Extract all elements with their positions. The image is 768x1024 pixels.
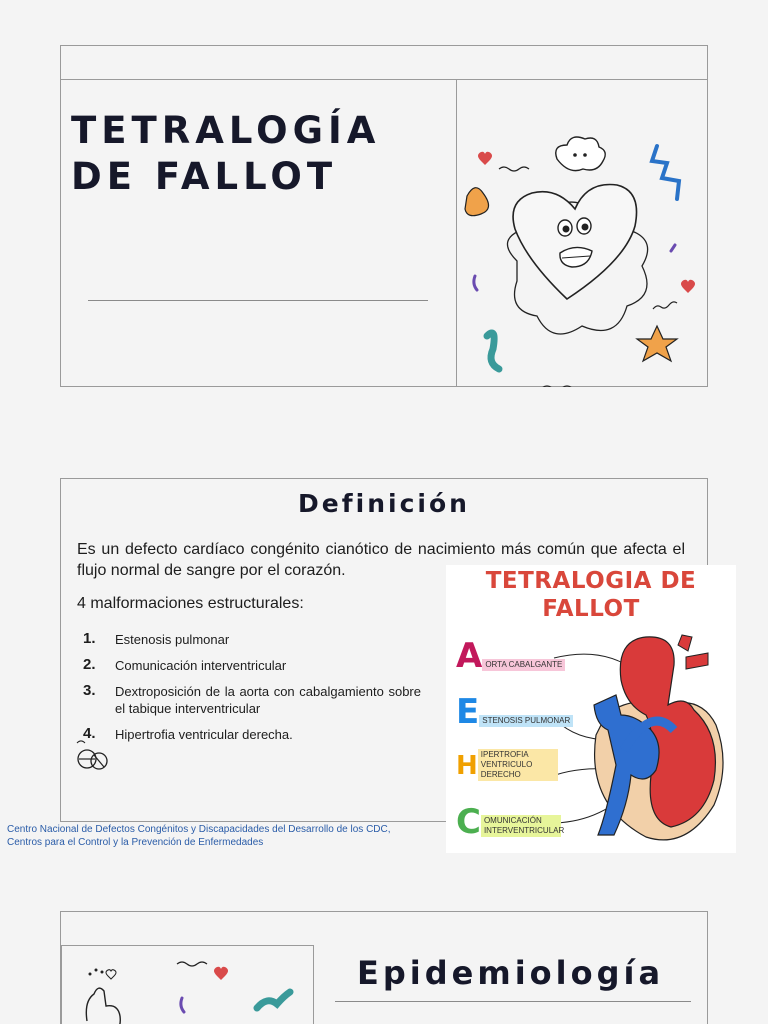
epidemiology-slide — [60, 911, 708, 1024]
slide-top-bar — [61, 46, 707, 80]
source-caption — [7, 823, 447, 849]
infographic-title-line-2: FALLOT — [542, 596, 640, 622]
list-item-text: Estenosis pulmonar — [115, 632, 230, 647]
list-item — [81, 631, 421, 648]
title-line-2: DE FALLOT — [71, 155, 338, 198]
list-item-text: Dextroposición de la aorta con cabalgamiento sobre el tabique interventricular — [115, 684, 421, 716]
cartoon-heart-doodle-icon — [457, 81, 708, 387]
malformations-subheading: 4 malformaciones estructurales: — [77, 595, 304, 612]
definition-heading: Definición — [298, 489, 470, 518]
epidemiology-heading: Epidemiología — [357, 954, 665, 992]
title-slide — [60, 45, 708, 387]
list-item — [81, 657, 421, 674]
thumbs-up-doodle-frame — [61, 945, 314, 1024]
row-label: IPERTROFIA VENTRICULO DERECHO — [478, 749, 558, 781]
title-line-1: TETRALOGÍA — [71, 109, 381, 152]
infographic-row-aorta — [456, 637, 565, 677]
row-label: OMUNICACIÓN INTERVENTRICULAR — [481, 815, 561, 837]
caption-line-2: Centros para el Control y la Prevención de Enfermedades — [7, 837, 264, 848]
infographic-row-communication — [456, 803, 566, 843]
row-letter: C — [456, 802, 481, 842]
infographic-title — [446, 567, 736, 623]
list-number: 1. — [83, 630, 96, 647]
infographic-row-hypertrophy — [456, 747, 566, 787]
heading-underline — [335, 1001, 691, 1002]
thumbs-up-doodle-icon — [62, 946, 313, 1024]
list-number: 2. — [83, 656, 96, 673]
list-item-text: Comunicación interventricular — [115, 658, 287, 673]
page-title — [71, 108, 380, 200]
infographic-title-line-1: TETRALOGIA DE — [485, 568, 697, 594]
list-number: 4. — [83, 725, 96, 742]
row-letter: A — [456, 636, 483, 676]
row-letter: H — [456, 751, 478, 781]
title-underline — [88, 300, 428, 301]
row-label: ORTA CABALGANTE — [482, 659, 565, 671]
tetralogy-infographic — [446, 565, 736, 853]
row-label: STENOSIS PULMONAR — [479, 715, 573, 727]
pills-icon — [73, 733, 115, 775]
malformations-list — [81, 631, 421, 752]
list-item — [81, 683, 421, 717]
list-item — [81, 726, 421, 743]
definition-paragraph: Es un defecto cardíaco congénito cianótico de nacimiento más común que afecta el flujo normal de sangre por el corazón. — [77, 541, 685, 579]
infographic-row-stenosis — [456, 693, 573, 733]
list-number: 3. — [83, 682, 96, 699]
caption-line-1: Centro Nacional de Defectos Congénitos y Discapacidades del Desarrollo de los CDC, — [7, 824, 391, 835]
row-letter: E — [456, 692, 480, 732]
list-item-text: Hipertrofia ventricular derecha. — [115, 727, 293, 742]
